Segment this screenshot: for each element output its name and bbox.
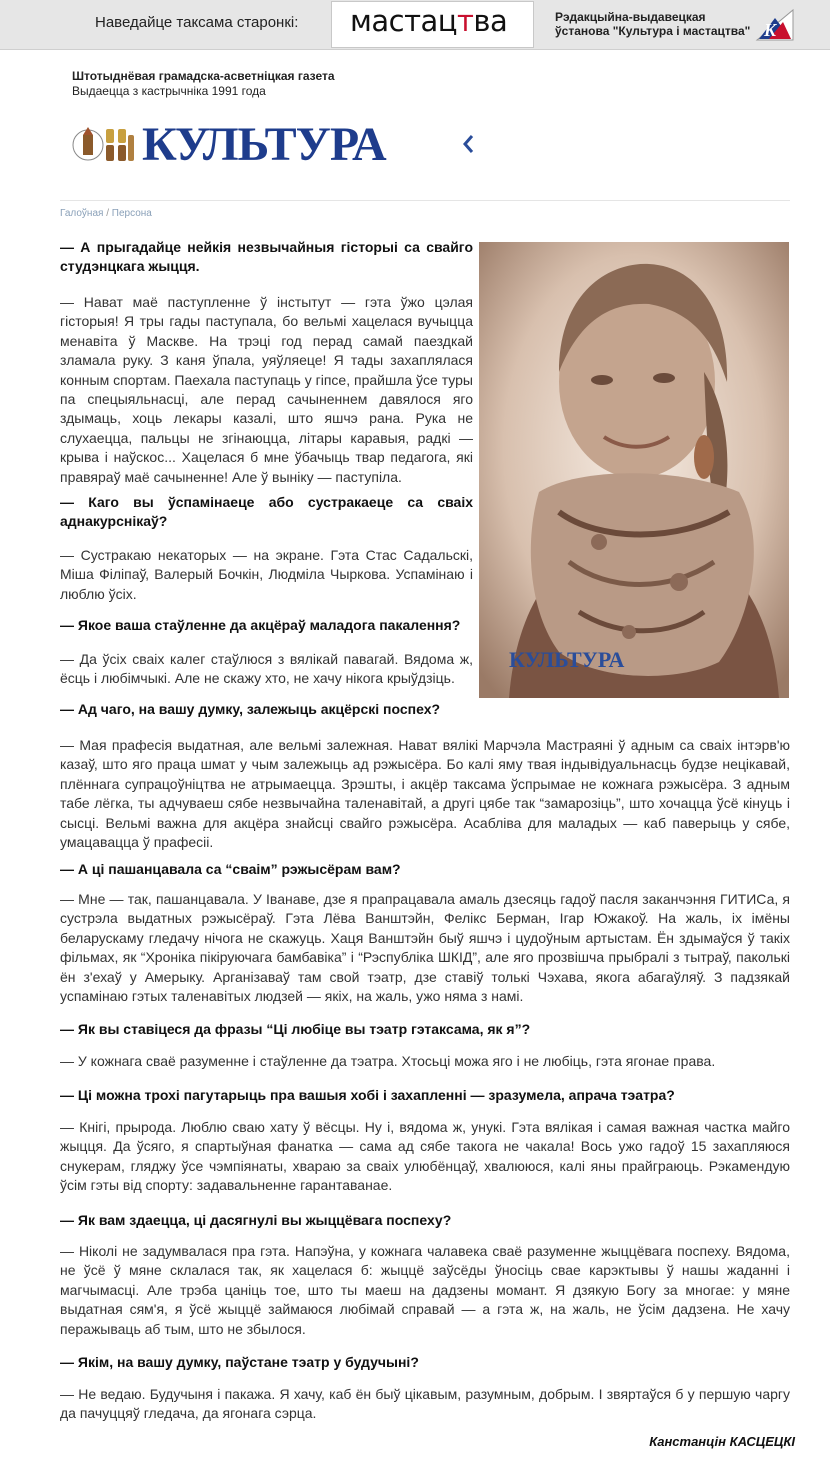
answer-9: — Не ведаю. Будучыня і пакажа. Я хачу, каб ён быў цікавым, разумным, добрым. І звяртаўся б у першую чаргу да пачуццяў гледача, да ягонага сэрца. — [60, 1386, 790, 1422]
question-1: — А прыгадайце нейкія незвычайныя гісторыі са свайго студэнцкага жыцця. — [60, 239, 473, 275]
publisher-line-2: ўстанова "Культура і мастацтва" — [555, 24, 751, 38]
author-signature: Канстанцін КАСЦЕЦКІ — [649, 1434, 795, 1449]
breadcrumb-home[interactable]: Галоўная — [60, 208, 104, 219]
answer-2: — Сустракаю некаторых — на экране. Гэта Стас Садальскі, Міша Філіпаў, Валерый Бочкін, Людміла Чыркова. Успамінаю і люблю ўсіх. — [60, 547, 473, 602]
question-2: — Каго вы ўспамінаеце або сустракаеце са сваіх аднакурснікаў? — [60, 494, 473, 530]
newspaper-description — [72, 69, 335, 99]
svg-text:K: K — [764, 20, 777, 40]
question-8: — Як вам здаецца, ці дасягнулі вы жыццёвага поспеху? — [60, 1212, 452, 1228]
question-5: — А ці пашанцавала са “сваім” рэжысёрам вам? — [60, 861, 401, 877]
answer-7: — Кнігі, прырода. Люблю сваю хату ў вёсцы. Ну і, вядома ж, унукі. Гэта вялікая і самая важная частка майго жыцця. Да ўсяго, я спартыўная фанатка — сама ад сябе такога не чакала! Вось ужо гадоў 15 захапляюся снукерам, гляджу ўсе чэмпіянаты, хвараю за сваіх улюбёнцаў, хвалююся, калі яны прайграюць. Рэкамендую ўсім гэты від спорту: задавальненне гарантаванае. — [60, 1119, 790, 1194]
answer-8: — Ніколі не задумвалася пра гэта. Напэўна, у кожнага чалавека сваё разуменне жыццёвага поспеху. Вядома, не ўсё ў мяне склалася так, як хацелася б: жыццё заўсёды ўносіць свае карэктывы ў нашы жаданні і магчымасці. Але трэба цаніць тое, што ты маеш на дадзены момант. Я дзякую Богу за многае: у мяне выдатная сям'я, я ўсё жыццё займаюся любімай справай — а гэта ж, на жаль, не ўсім дадзена. Не хачу перажываць аб тым, што не збылося. — [60, 1243, 790, 1337]
emblem-icon — [72, 121, 138, 169]
kultura-wordmark: КУЛЬТУРА — [142, 118, 386, 171]
publisher-line-1: Рэдакцыйна-выдавецкая — [555, 10, 706, 24]
answer-4: — Мая прафесія выдатная, але вельмі залежная. Нават вялікі Марчэла Мастраяні ў адным са сваіх інтэрв'ю казаў, што яго праца шмат у чым залежыць ад рэжысёра. Бо калі яму твая індывідуальнасць будзе нецікавай, плённага супрацоўніцтва не атрымаецца. Зрэшты, і акцёр таксама ўспрымае не кожнага рэжысёра. З адным табе лёгка, ты адчуваеш сябе незвычайна таленавітай, а другі цябе так “замарозіць”, што хочацца ўсё кінуць і сысці. Вельмі важна для акцёра знайсці свайго рэжысёра. Асабліва для маладых — каб паверыць у сябе, умацавацца ў прафесіі. — [60, 737, 790, 851]
answer-6: — У кожнага сваё разуменне і стаўленне да тэатра. Хтосьці можа яго і не любіць, гэта ягонае права. — [60, 1053, 716, 1069]
question-7: — Ці можна трохі пагутарыць пра вашыя хобі і захапленні — зразумела, апрача тэатра? — [60, 1087, 675, 1103]
answer-5: — Мне — так, пашанцавала. У Іванаве, дзе я прапрацавала амаль дзесяць гадоў пасля заканчэння ГИТИСа, я сустрэла выдатных рэжысёраў. Гэта Лёва Ванштэйн, Фелікс Берман, Ігар Южакоў. На жаль, іх імёны беларускаму гледачу нічога не скажуць. Хаця Ванштэйн быў яшчэ і цудоўным артыстам. Ён здымаўся ў такіх фільмах, як “Хроніка пікіруючага бамбавіка” і “Рэспубліка ШКІД”, але яго прозвішча прыбралі з тытраў, паколькі ён з'ехаў у Амерыку. Арганізаваў там свой тэатр, дзе ставіў толькі Чэхава, якога абагаўляў. З падзякай успамінаю гэтых таленавітых людзей — якіх, на жаль, ужо няма з намі. — [60, 891, 790, 1005]
kultura-logo[interactable] — [72, 118, 392, 171]
question-4: — Ад чаго, на вашу думку, залежыць акцёрскі поспех? — [60, 701, 441, 717]
question-6: — Як вы ставіцеся да фразы “Ці любіце вы тэатр гэтаксама, як я”? — [60, 1021, 531, 1037]
answer-1: — Нават маё паступленне ў інстытут — гэта ўжо цэлая гісторыя! Я тры гады паступала, бо вельмі хацелася вучыцца менавіта ў Маскве. На трэці год перад самай паездкай зламала руку. З каня ўпала, уяўляеце! Я тады захаплялася конным спортам. Паехала паступаць у гіпсе, прайшла ўсе туры па спецыяльнасці, але перад сачыненнем давялося яго здымаць, хоць лекары казалі, што яшчэ рана. Рука не слухаецца, пальцы не згінаюцца, літары каравыя, радкі — крыва і наўскос... Хацелася б мне ўбачыць твар педагога, які правяраў маё сачыненне! Але ў выніку — паступіла. — [60, 294, 473, 485]
question-3: — Якое ваша стаўленне да акцёраў маладога пакалення? — [60, 617, 461, 633]
photo-watermark: КУЛЬТУРА — [509, 647, 625, 672]
top-bar — [0, 0, 830, 50]
portrait-photo — [479, 242, 789, 698]
breadcrumb: Галоўная / Персона — [60, 200, 790, 224]
publisher-link[interactable] — [555, 10, 750, 38]
breadcrumb-section[interactable]: Персона — [111, 208, 152, 219]
newspaper-since: Выдаецца з кастрычніка 1991 года — [72, 84, 266, 98]
mastactva-logo[interactable]: мастацтва — [350, 4, 508, 38]
chevron-left-icon[interactable] — [459, 131, 479, 157]
see-also-label: Наведайце таксама старонкі: — [95, 14, 299, 31]
publisher-logo-icon[interactable] — [755, 6, 795, 42]
newspaper-type: Штотыднёвая грамадска-асветніцкая газета — [72, 69, 335, 83]
answer-3: — Да ўсіх сваіх калег стаўлюся з вялікай павагай. Вядома ж, ёсць і любімчыкі. Але не скажу хто, не хачу нікога крыўдзіць. — [60, 651, 473, 687]
question-9: — Якім, на вашу думку, паўстане тэатр у будучыні? — [60, 1354, 419, 1370]
